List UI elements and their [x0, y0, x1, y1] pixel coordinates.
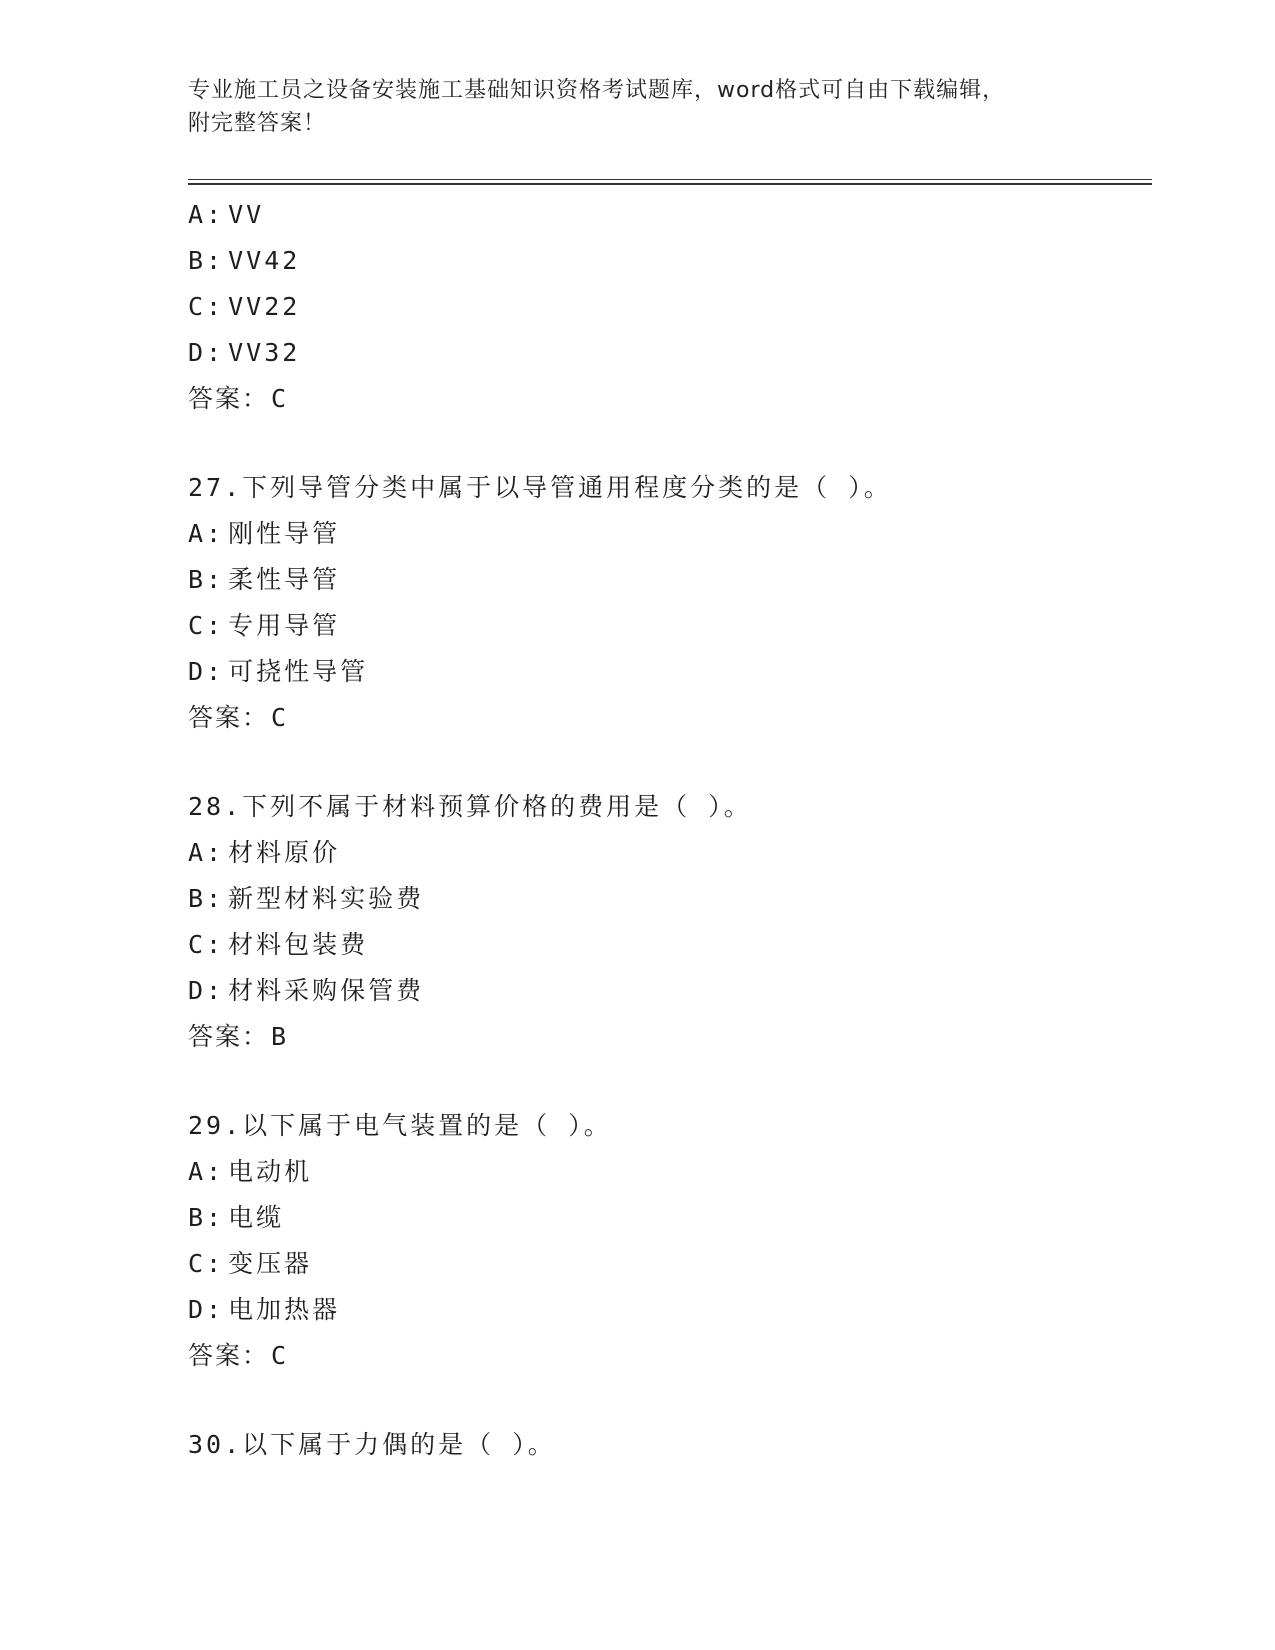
option-text: 柔性导管	[228, 565, 341, 594]
option-text: VV	[228, 200, 265, 229]
block-spacer	[188, 1060, 1148, 1103]
answer-line	[188, 376, 1148, 422]
answer-label: 答案：	[188, 384, 270, 413]
option-key: C:	[188, 930, 225, 959]
option-key: C:	[188, 292, 225, 321]
option-text: 电缆	[228, 1203, 285, 1232]
option-text: 电加热器	[228, 1295, 341, 1324]
option-a	[188, 830, 1148, 876]
option-key: D:	[188, 338, 225, 367]
option-text: 变压器	[228, 1249, 313, 1278]
question-block	[188, 1422, 1148, 1468]
answer-line	[188, 1333, 1148, 1379]
header-line-1: 专业施工员之设备安装施工基础知识资格考试题库，word格式可自由下载编辑，	[188, 78, 1006, 103]
block-spacer	[188, 1379, 1148, 1422]
answer-line	[188, 1014, 1148, 1060]
header-divider-thick	[188, 183, 1152, 185]
answer-label: 答案：	[188, 1341, 270, 1370]
answer-value: C	[271, 1341, 289, 1370]
question-list	[188, 192, 1148, 1468]
option-key: A:	[188, 838, 225, 867]
option-key: B:	[188, 884, 225, 913]
answer-label: 答案：	[188, 703, 270, 732]
question-text: 27.下列导管分类中属于以导管通用程度分类的是（ ）。	[188, 473, 892, 502]
option-b	[188, 557, 1148, 603]
option-text: 材料包装费	[228, 930, 369, 959]
option-text: VV22	[228, 292, 301, 321]
block-spacer	[188, 422, 1148, 465]
option-b	[188, 1195, 1148, 1241]
option-text: VV42	[228, 246, 301, 275]
header-divider-thin	[188, 179, 1152, 180]
option-key: C:	[188, 611, 225, 640]
answer-value: C	[271, 703, 289, 732]
option-key: A:	[188, 1157, 225, 1186]
option-key: B:	[188, 246, 225, 275]
answer-label: 答案：	[188, 1022, 270, 1051]
answer-value: B	[271, 1022, 289, 1051]
option-text: 新型材料实验费	[228, 884, 425, 913]
option-c	[188, 284, 1148, 330]
question-block	[188, 784, 1148, 1060]
option-text: 刚性导管	[228, 519, 341, 548]
question-block	[188, 1103, 1148, 1379]
option-text: 专用导管	[228, 611, 341, 640]
question-text: 30.以下属于力偶的是（ ）。	[188, 1430, 556, 1459]
option-text: 材料采购保管费	[228, 976, 425, 1005]
option-c	[188, 922, 1148, 968]
option-c	[188, 603, 1148, 649]
option-key: A:	[188, 519, 225, 548]
answer-line	[188, 695, 1148, 741]
option-d	[188, 968, 1148, 1014]
option-key: D:	[188, 1295, 225, 1324]
option-key: C:	[188, 1249, 225, 1278]
option-key: D:	[188, 976, 225, 1005]
option-text: 电动机	[228, 1157, 313, 1186]
option-text: 可挠性导管	[228, 657, 369, 686]
option-d	[188, 649, 1148, 695]
question-text: 28.下列不属于材料预算价格的费用是（ ）。	[188, 792, 752, 821]
option-text: VV32	[228, 338, 301, 367]
option-a	[188, 1149, 1148, 1195]
question-text: 29.以下属于电气装置的是（ ）。	[188, 1111, 612, 1140]
header-line-2: 附完整答案！	[188, 111, 327, 136]
option-b	[188, 876, 1148, 922]
option-a	[188, 511, 1148, 557]
option-d	[188, 1287, 1148, 1333]
option-key: D:	[188, 657, 225, 686]
option-a	[188, 192, 1148, 238]
option-key: A:	[188, 200, 225, 229]
option-d	[188, 330, 1148, 376]
answer-value: C	[271, 384, 289, 413]
option-b	[188, 238, 1148, 284]
option-text: 材料原价	[228, 838, 341, 867]
question-block	[188, 465, 1148, 741]
option-key: B:	[188, 1203, 225, 1232]
block-spacer	[188, 741, 1148, 784]
question-block	[188, 192, 1148, 422]
option-c	[188, 1241, 1148, 1287]
document-header	[188, 74, 1068, 140]
option-key: B:	[188, 565, 225, 594]
